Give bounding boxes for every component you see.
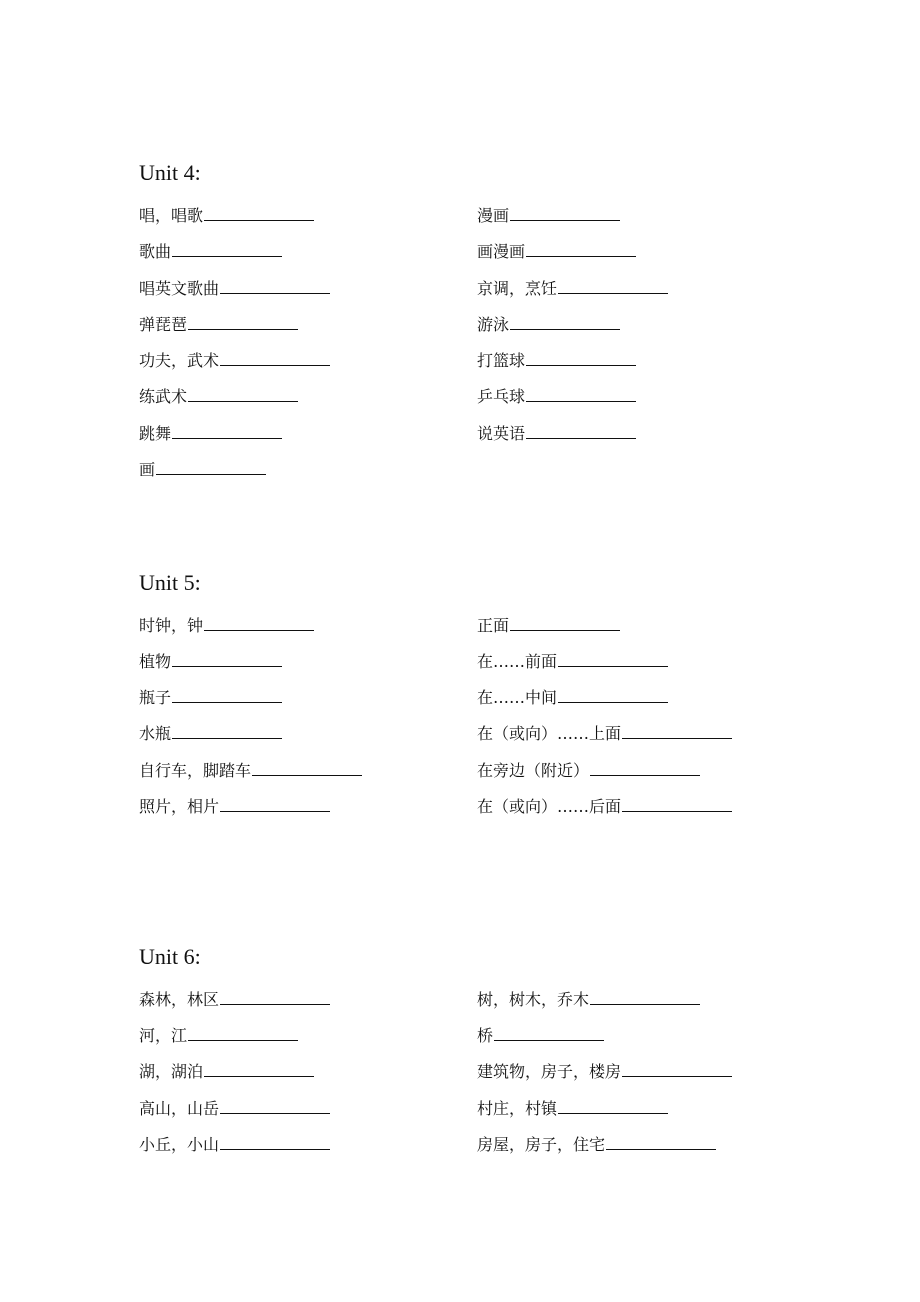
- vocab-item: 画: [139, 457, 266, 481]
- vocab-item: 练武术: [139, 384, 298, 408]
- answer-blank[interactable]: [204, 1059, 314, 1077]
- vocab-item: 照片，相片: [139, 794, 330, 818]
- answer-blank[interactable]: [558, 685, 668, 703]
- answer-blank[interactable]: [526, 348, 636, 366]
- answer-blank[interactable]: [526, 421, 636, 439]
- answer-blank[interactable]: [622, 721, 732, 739]
- vocab-item: 水瓶: [139, 721, 282, 745]
- vocab-item: 小丘，小山: [139, 1132, 330, 1156]
- answer-blank[interactable]: [188, 384, 298, 402]
- vocab-item: 在（或向）……后面: [477, 794, 732, 818]
- vocab-item: 漫画: [477, 203, 620, 227]
- answer-blank[interactable]: [172, 421, 282, 439]
- vocab-item: 森林，林区: [139, 987, 330, 1011]
- unit-6-title: Unit 6:: [139, 944, 201, 969]
- vocab-item: 说英语: [477, 421, 636, 445]
- answer-blank[interactable]: [510, 613, 620, 631]
- vocab-item: 功夫，武术: [139, 348, 330, 372]
- vocab-item: 瓶子: [139, 685, 282, 709]
- vocab-item: 在……前面: [477, 649, 668, 673]
- answer-blank[interactable]: [172, 239, 282, 257]
- vocab-item: 跳舞: [139, 421, 282, 445]
- answer-blank[interactable]: [204, 203, 314, 221]
- vocab-item: 高山，山岳: [139, 1096, 330, 1120]
- answer-blank[interactable]: [188, 312, 298, 330]
- answer-blank[interactable]: [526, 384, 636, 402]
- vocab-item: 建筑物，房子，楼房: [477, 1059, 732, 1083]
- answer-blank[interactable]: [220, 1096, 330, 1114]
- answer-blank[interactable]: [172, 685, 282, 703]
- answer-blank[interactable]: [590, 758, 700, 776]
- answer-blank[interactable]: [590, 987, 700, 1005]
- answer-blank[interactable]: [172, 721, 282, 739]
- answer-blank[interactable]: [510, 203, 620, 221]
- vocab-item: 桥: [477, 1023, 604, 1047]
- unit-4-title: Unit 4:: [139, 160, 201, 185]
- unit-5-title: Unit 5:: [139, 570, 201, 595]
- answer-blank[interactable]: [526, 239, 636, 257]
- answer-blank[interactable]: [204, 613, 314, 631]
- vocab-item: 植物: [139, 649, 282, 673]
- answer-blank[interactable]: [510, 312, 620, 330]
- vocab-item: 自行车，脚踏车: [139, 758, 362, 782]
- vocab-item: 歌曲: [139, 239, 282, 263]
- vocab-item: 唱，唱歌: [139, 203, 314, 227]
- vocab-item: 在……中间: [477, 685, 668, 709]
- answer-blank[interactable]: [252, 758, 362, 776]
- vocab-item: 京调，烹饪: [477, 276, 668, 300]
- vocab-item: 房屋，房子，住宅: [477, 1132, 716, 1156]
- vocab-item: 时钟，钟: [139, 613, 314, 637]
- answer-blank[interactable]: [220, 987, 330, 1005]
- vocab-item: 树，树木，乔木: [477, 987, 700, 1011]
- answer-blank[interactable]: [558, 649, 668, 667]
- answer-blank[interactable]: [220, 1132, 330, 1150]
- answer-blank[interactable]: [172, 649, 282, 667]
- vocab-item: 乒乓球: [477, 384, 636, 408]
- vocab-item: 正面: [477, 613, 620, 637]
- vocab-item: 唱英文歌曲: [139, 276, 330, 300]
- answer-blank[interactable]: [220, 276, 330, 294]
- answer-blank[interactable]: [188, 1023, 298, 1041]
- answer-blank[interactable]: [494, 1023, 604, 1041]
- vocab-item: 村庄，村镇: [477, 1096, 668, 1120]
- answer-blank[interactable]: [558, 1096, 668, 1114]
- answer-blank[interactable]: [156, 457, 266, 475]
- vocab-item: 打篮球: [477, 348, 636, 372]
- vocab-item: 弹琵琶: [139, 312, 298, 336]
- answer-blank[interactable]: [622, 794, 732, 812]
- vocab-item: 在旁边（附近）: [477, 758, 700, 782]
- answer-blank[interactable]: [558, 276, 668, 294]
- answer-blank[interactable]: [622, 1059, 732, 1077]
- vocab-item: 在（或向）……上面: [477, 721, 732, 745]
- vocab-item: 游泳: [477, 312, 620, 336]
- answer-blank[interactable]: [606, 1132, 716, 1150]
- vocab-item: 河，江: [139, 1023, 298, 1047]
- answer-blank[interactable]: [220, 794, 330, 812]
- vocab-item: 湖，湖泊: [139, 1059, 314, 1083]
- answer-blank[interactable]: [220, 348, 330, 366]
- vocab-item: 画漫画: [477, 239, 636, 263]
